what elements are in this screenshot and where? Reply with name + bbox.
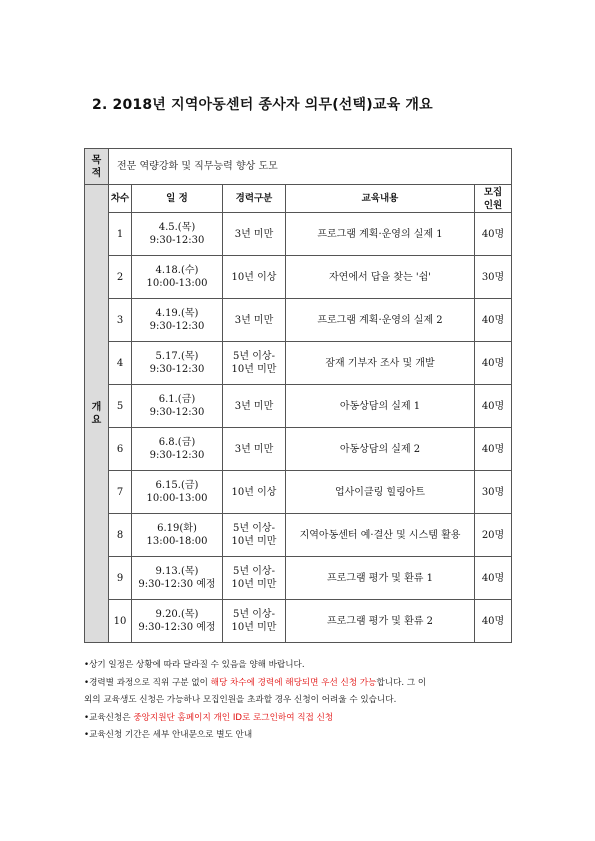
schedule-row: [85, 428, 512, 471]
schedule-time: 10:00-13:00: [146, 278, 208, 289]
schedule-row: [85, 213, 512, 256]
schedule-cell: [132, 385, 223, 428]
schedule-row: [85, 256, 512, 299]
round-cell: 10: [109, 600, 132, 643]
career-line: 3년 미만: [234, 228, 274, 240]
career-line: 10년 미만: [231, 579, 277, 590]
career-line: 5년 이상-: [233, 566, 275, 577]
schedule-time: 9:30-12:30 예정: [138, 579, 216, 590]
schedule-cell: [132, 213, 223, 256]
content-cell: 아동상담의 실제 2: [286, 428, 475, 471]
career-cell: [223, 342, 286, 385]
col-header-schedule: 일 정: [132, 185, 223, 213]
round-cell: 8: [109, 514, 132, 557]
purpose-label: 목 적: [85, 149, 109, 185]
schedule-row: [85, 385, 512, 428]
note-2-highlight: 해당 차수에 경력에 해당되면 우선 신청 가능: [210, 677, 377, 688]
note-2: •경력별 과정으로 직위 구분 없이 해당 차수에 경력에 해당되면 우선 신청 가능합니다. 그 이: [84, 677, 427, 688]
schedule-row: [85, 299, 512, 342]
career-cell: [223, 471, 286, 514]
content-cell: 아동상담의 실제 1: [286, 385, 475, 428]
schedule-time: 9:30-12:30: [149, 364, 205, 375]
col-header-content: 교육내용: [286, 185, 475, 213]
career-cell: [223, 299, 286, 342]
education-overview-table: [84, 148, 512, 643]
schedule-time: 9:30-12:30: [149, 235, 205, 246]
col-header-career: 경력구분: [223, 185, 286, 213]
round-cell: 3: [109, 299, 132, 342]
schedule-cell: [132, 342, 223, 385]
schedule-date: 9.20.(목): [155, 609, 199, 620]
schedule-cell: [132, 299, 223, 342]
schedule-cell: [132, 600, 223, 643]
col-header-capacity: 모집 인원: [475, 185, 512, 213]
capacity-cell: 30명: [475, 256, 512, 299]
round-cell: 1: [109, 213, 132, 256]
schedule-date: 6.1.(금): [158, 394, 196, 405]
note-3: •교육신청은 중앙지원단 홈페이지 개인 ID로 로그인하여 직접 신청: [84, 712, 334, 723]
round-cell: 7: [109, 471, 132, 514]
schedule-time: 9:30-12:30: [149, 321, 205, 332]
career-line: 5년 이상-: [233, 523, 275, 534]
schedule-cell: [132, 428, 223, 471]
capacity-cell: 40명: [475, 299, 512, 342]
content-cell: 프로그램 평가 및 환류 1: [286, 557, 475, 600]
schedule-row: [85, 342, 512, 385]
career-line: 3년 미만: [234, 443, 274, 455]
capacity-cell: 40명: [475, 428, 512, 471]
capacity-cell: 30명: [475, 471, 512, 514]
career-cell: [223, 213, 286, 256]
schedule-cell: [132, 256, 223, 299]
round-cell: 2: [109, 256, 132, 299]
schedule-date: 4.19.(목): [155, 308, 199, 319]
schedule-row: [85, 514, 512, 557]
schedule-time: 10:00-13:00: [146, 493, 208, 504]
schedule-time: 9:30-12:30: [149, 407, 205, 418]
purpose-text: 전문 역량강화 및 직무능력 향상 도모: [109, 149, 512, 185]
content-cell: 프로그램 계획·운영의 실제 1: [286, 213, 475, 256]
schedule-date: 9.13.(목): [155, 566, 199, 577]
career-line: 3년 미만: [234, 314, 274, 326]
career-line: 5년 이상-: [233, 609, 275, 620]
content-cell: 자연에서 답을 찾는 '쉼': [286, 256, 475, 299]
content-cell: 프로그램 평가 및 환류 2: [286, 600, 475, 643]
note-4: •교육신청 기간은 세부 안내문으로 별도 안내: [84, 730, 253, 740]
round-cell: 5: [109, 385, 132, 428]
schedule-cell: [132, 557, 223, 600]
content-cell: 잠재 기부자 조사 및 개발: [286, 342, 475, 385]
capacity-cell: 40명: [475, 385, 512, 428]
content-cell: 지역아동센터 예·결산 및 시스템 활용: [286, 514, 475, 557]
content-cell: 프로그램 계획·운영의 실제 2: [286, 299, 475, 342]
career-cell: [223, 600, 286, 643]
purpose-row: [85, 149, 512, 185]
col-header-round: 차수: [109, 185, 132, 213]
schedule-row: [85, 557, 512, 600]
career-line: 3년 미만: [234, 400, 274, 412]
career-cell: [223, 428, 286, 471]
schedule-date: 5.17.(목): [155, 351, 199, 362]
capacity-cell: 40명: [475, 557, 512, 600]
schedule-row: [85, 600, 512, 643]
capacity-cell: 20명: [475, 514, 512, 557]
career-cell: [223, 514, 286, 557]
career-line: 10년 이상: [231, 486, 277, 498]
schedule-date: 6.15.(금): [155, 480, 199, 491]
capacity-cell: 40명: [475, 213, 512, 256]
notes: [84, 657, 524, 745]
career-cell: [223, 557, 286, 600]
career-line: 5년 이상-: [233, 351, 275, 362]
schedule-date: 6.19(화): [157, 523, 197, 534]
career-line: 10년 미만: [231, 536, 277, 547]
career-line: 10년 이상: [231, 271, 277, 283]
career-cell: [223, 256, 286, 299]
round-cell: 6: [109, 428, 132, 471]
capacity-cell: 40명: [475, 342, 512, 385]
overview-label: 개 요: [85, 185, 109, 643]
career-line: 10년 미만: [231, 622, 277, 633]
schedule-time: 13:00-18:00: [146, 536, 208, 547]
schedule-cell: [132, 471, 223, 514]
schedule-row: [85, 471, 512, 514]
career-line: 10년 미만: [231, 364, 277, 375]
career-cell: [223, 385, 286, 428]
schedule-cell: [132, 514, 223, 557]
round-cell: 4: [109, 342, 132, 385]
note-1: •상기 일정은 상황에 따라 달라질 수 있음을 양해 바랍니다.: [84, 660, 305, 670]
schedule-time: 9:30-12:30: [149, 450, 205, 461]
capacity-cell: 40명: [475, 600, 512, 643]
round-cell: 9: [109, 557, 132, 600]
schedule-date: 6.8.(금): [158, 437, 196, 448]
schedule-time: 9:30-12:30 예정: [138, 622, 216, 633]
schedule-date: 4.18.(수): [155, 265, 199, 276]
schedule-date: 4.5.(목): [158, 222, 196, 233]
column-header-row: [85, 185, 512, 213]
section-title: 2. 2018년 지역아동센터 종사자 의무(선택)교육 개요: [92, 97, 433, 113]
note-3-highlight: 중앙지원단 홈페이지 개인 ID로 로그인하여 직접 신청: [133, 712, 334, 723]
note-2-continued: 외의 교육생도 신청은 가능하나 모집인원을 초과할 경우 신청이 어려울 수 있습니다.: [84, 695, 397, 705]
content-cell: 업사이클링 힐링아트: [286, 471, 475, 514]
